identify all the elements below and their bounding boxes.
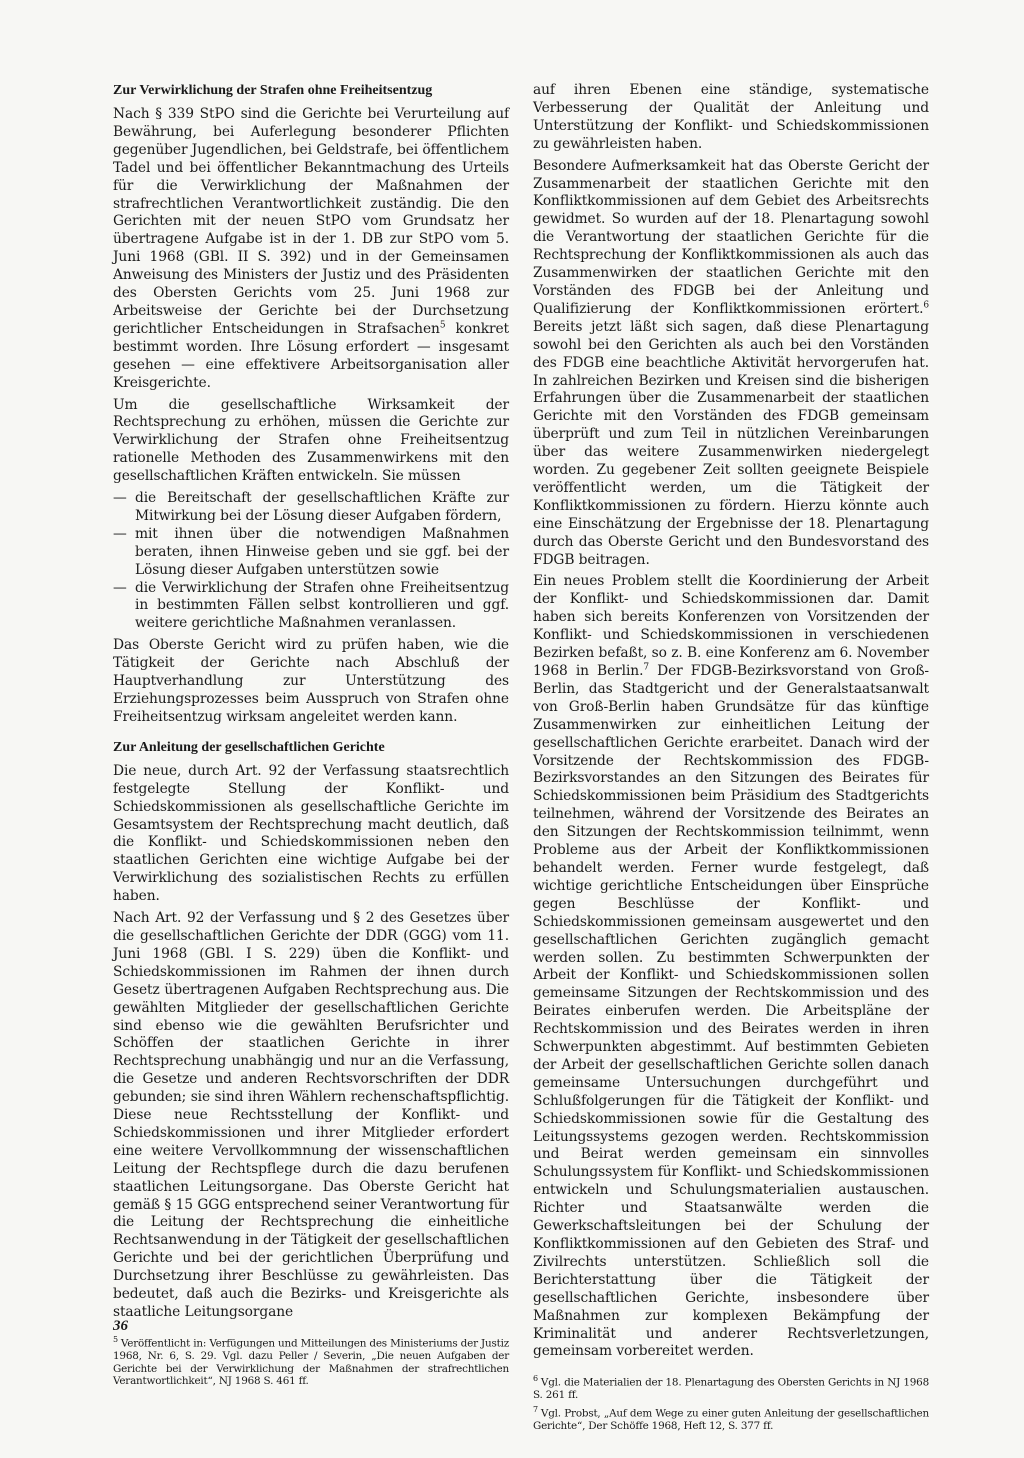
section-heading-anleitung: Zur Anleitung der gesellschaftlichen Gerichte (113, 739, 385, 755)
footnote-number: 5 (113, 1334, 118, 1344)
footnote-number: 7 (533, 1405, 538, 1414)
footnote-text: Vgl. die Materialien der 18. Plenartagung des Obersten Gerichts in NJ 1968 S. 261 ff. (533, 1376, 929, 1402)
footnote-ref-6: 6 (923, 300, 929, 311)
paragraph: auf ihren Ebenen eine ständige, systematische Verbesserung der Qualität der Anleitung und Unterstützung der Konflikt- und Schiedskommissionen zu gewährleisten haben. (533, 82, 929, 152)
footnote-text: Veröffentlicht in: Verfügungen und Mitteilungen des Ministeriums der Justiz 1968, Nr. 6, S. 29. Vgl. dazu Peller / Severin, „Die neuen Aufgaben der Gerichte bei der Verwirklichung der Maßnahmen der strafrechtlichen Verantwortlichkeit“, NJ 1968 S. 461 ff. (113, 1337, 509, 1388)
paragraph-text: Bereits jetzt läßt sich sagen, daß diese Plenartagung sowohl bei den Gerichten als auch bei den Vorständen des FDGB eine beachtliche Aktivität hervorgerufen hat. In zahlreichen Bezirken und Kreisen sind die bisherigen Erfahrungen über die Zusammenarbeit der staatlichen Gerichte mit den Vorständen des FDGB gemeinsam überprüft und zum Teil in nützlichen Vereinbarungen über das weitere Zusammenwirken niedergelegt worden. Zu gegebener Zeit sollten geeignete Beispiele veröffentlicht werden, um die Tätigkeit der Konfliktkommissionen zu fördern. Hierzu könnte auch eine Einschätzung der Ergebnisse der 18. Plenartagung durch das Oberste Gericht und den Bundesvorstand des FDGB beitragen. (533, 318, 929, 568)
footnote-ref-5: 5 (439, 320, 446, 331)
section-heading-strafen: Zur Verwirklichung der Strafen ohne Freiheitsentzug (113, 83, 433, 98)
right-column (533, 82, 929, 1435)
paragraph: Das Oberste Gericht wird zu prüfen haben, wie die Tätigkeit der Gerichte nach Abschluß der Hauptverhandlung zur Unterstützung des Erziehungsprozesses beim Ausspruch von Strafen ohne Freiheitsentzug wirksam angeleitet werden kann. (113, 637, 509, 725)
paragraph: Nach Art. 92 der Verfassung und § 2 des Gesetzes über die gesellschaftlichen Gerichte der DDR (GGG) vom 11. Juni 1968 (GBl. I S. 229) üben die Konflikt- und Schiedskommissionen im Rahmen der ihnen durch Gesetz übertragenen Aufgaben Rechtsprechung aus. Die gewählten Mitglieder der gesellschaftlichen Gerichte sind ebenso wie die gewählten Berufsrichter und Schöffen der staatlichen Gerichte in ihrer Rechtsprechung unabhängig und nur an die Verfassung, die Gesetze und anderen Rechtsvorschriften der DDR gebunden; sie sind ihren Wählern rechenschaftspflichtig. Diese neue Rechtsstellung der Konflikt- und Schiedskommissionen und ihrer Mitglieder erfordert eine weitere Vervollkommnung der wissenschaftlichen Leitung der Rechtspflege durch die dazu berufenen staatlichen Leitungsorgane. Das Oberste Gericht hat gemäß § 15 GGG entsprechend seiner Verantwortung für die Leitung der Rechtsprechung die einheitliche Rechtsanwendung in der Tätigkeit der gesellschaftlichen Gerichte und bei der gerichtlichen Überprüfung und Durchsetzung ihrer Beschlüsse zu gewährleisten. Das bedeutet, daß auch die Bezirks- und Kreisgerichte als staatliche Leitungsorgane (113, 910, 509, 1320)
list-item: — die Verwirklichung der Strafen ohne Freiheitsentzug in bestimmten Fällen selbst kontrollieren und ggf. weitere gerichtliche Maßnahmen veranlassen. (113, 580, 509, 634)
paragraph (533, 158, 929, 570)
paragraph-text: konkret bestimmt worden. Ihre Lösung erfordert — insgesamt gesehen — eine effektivere Arbeitsorganisation aller Kreisgerichte. (113, 320, 509, 391)
dash-list (113, 490, 509, 633)
left-column (113, 82, 509, 1390)
paragraph-text: Ein neues Problem stellt die Koordinierung der Arbeit der Konflikt- und Schiedskommissionen dar. Damit haben sich bereits Konferenzen von Vorsitzenden der Konflikt- und Schiedskommissionen in verschiedenen Bezirken befaßt, so z. B. eine Konferenz am 6. November 1968 in Berlin. (533, 573, 929, 679)
footnote-ref-7: 7 (643, 662, 649, 673)
paragraph (113, 106, 509, 393)
paragraph-text: Der FDGB-Bezirksvorstand von Groß-Berlin, das Stadtgericht und der Generalstaatsanwalt von Groß-Berlin haben Grundsätze für das künftige Zusammenwirken zur einheitlichen Leitung der gesellschaftlichen Gerichte erarbeitet. Danach wird der Vorsitzende der Rechtskommission des FDGB-Bezirksvorstandes an den Sitzungen des Beirates für Schiedskommissionen beim Präsidium des Stadtgerichts teilnehmen, während der Vorsitzende des Beirates an den Sitzungen der Rechtskommission teilnimmt, wenn Probleme aus der Arbeit der Konfliktkommissionen behandelt werden. Ferner wurde festgelegt, daß wichtige gerichtliche Entscheidungen über Einsprüche gegen Beschlüsse der Konflikt- und Schiedskommissionen gemeinsam ausgewertet und den gesellschaftlichen Gerichten zugänglich gemacht werden sollen. Zu bestimmten Schwerpunkten der Arbeit der Konflikt- und Schiedskommissionen sollen gemeinsame Sitzungen der Rechtskommission und des Beirates einberufen werden. Die Arbeitspläne der Rechtskommission und des Beirates werden in ihren Schwerpunkten abgestimmt. Auf bestimmten Gebieten der Arbeit der gesellschaftlichen Gerichte sollen danach gemeinsame Untersuchungen durchgeführt und Schlußfolgerungen für die Tätigkeit der Konflikt- und Schiedskommissionen sowie für die Gestaltung des Leitungssystems gezogen werden. Rechtskommission und Beirat werden gemeinsam ein sinnvolles Schulungssystem für Konflikt- und Schiedskommissionen entwickeln und Schulungsmaterialien austauschen. Richter und Staatsanwälte werden die Gewerkschaftsleitungen bei der Schulung der Konfliktkommissionen auf den Gebieten des Straf- und Zivilrechts unterstützen. Schließlich soll die Berichterstattung über die Tätigkeit der gesellschaftlichen Gerichte, insbesondere über Maßnahmen zur komplexen Bekämpfung der Kriminalität und anderer Rechtsverletzungen, gemeinsam vorbereitet werden. (533, 663, 929, 1360)
footnote-7 (533, 1404, 929, 1433)
footnote-5 (113, 1334, 509, 1388)
list-item: — die Bereitschaft der gesellschaftlichen Kräfte zur Mitwirkung bei der Lösung dieser Aufgaben fördern, (113, 490, 509, 526)
list-item: — mit ihnen über die notwendigen Maßnahmen beraten, ihnen Hinweise geben und sie ggf. bei der Lösung dieser Aufgaben unterstützen sowie (113, 526, 509, 580)
paragraph: Um die gesellschaftliche Wirksamkeit der Rechtsprechung zu erhöhen, müssen die Gerichte zur Verwirklichung der Strafen ohne Freiheitsentzug rationelle Methoden des Zusammenwirkens mit den gesellschaftlichen Kräften entwickeln. Sie müssen (113, 396, 509, 485)
page-number: 36 (113, 1318, 128, 1334)
footnotes-right (533, 1369, 929, 1432)
paragraph (533, 573, 929, 1361)
footnote-6 (533, 1373, 929, 1402)
paragraph-text: Besondere Aufmerksamkeit hat das Oberste Gericht der Zusammenarbeit der staatlichen Gerichte mit den Konfliktkommissionen auf dem Gebiet des Arbeitsrechts gewidmet. So wurden auf der 18. Plenartagung sowohl die Verantwortung der staatlichen Gerichte für die Rechtsprechung der Konfliktkommissionen als auch das Zusammenwirken der staatlichen Gerichte mit den Vorständen des FDGB bei der Anleitung und Qualifizierung der Konfliktkommissionen erörtert. (533, 157, 929, 317)
footnote-text: Vgl. Probst, „Auf dem Wege zu einer guten Anleitung der gesellschaftlichen Gerichte“, Der Schöffe 1968, Heft 12, S. 377 ff. (533, 1407, 929, 1433)
paragraph-text: Nach § 339 StPO sind die Gerichte bei Verurteilung auf Bewährung, bei Auferlegung besonderer Pflichten gegenüber Jugendlichen, bei Geldstrafe, bei öffentlichem Tadel und bei öffentlicher Bekanntmachung des Urteils für die Verwirklichung der Maßnahmen der strafrechtlichen Verantwortlichkeit zuständig. Die den Gerichten mit der neuen StPO vom Grundsatz her übertragene Aufgabe ist in der 1. DB zur StPO vom 5. Juni 1968 (GBl. II S. 392) und in der Gemeinsamen Anweisung des Ministers der Justiz und des Präsidenten des Obersten Gerichts vom 25. Juni 1968 zur Arbeitsweise der Gerichte bei der Durchsetzung gerichtlicher Entscheidungen in Strafsachen (113, 106, 509, 337)
footnotes-left (113, 1330, 509, 1388)
paragraph: Die neue, durch Art. 92 der Verfassung staatsrechtlich festgelegte Stellung der Konflikt- und Schiedskommissionen als gesellschaftliche Gerichte im Gesamtsystem der Rechtsprechung macht deutlich, daß die Konflikt- und Schiedskommissionen neben den staatlichen Gerichten eine wichtige Aufgabe bei der Verwirklichung des sozialistischen Rechts zu erfüllen haben. (113, 762, 509, 905)
footnote-number: 6 (533, 1374, 538, 1384)
